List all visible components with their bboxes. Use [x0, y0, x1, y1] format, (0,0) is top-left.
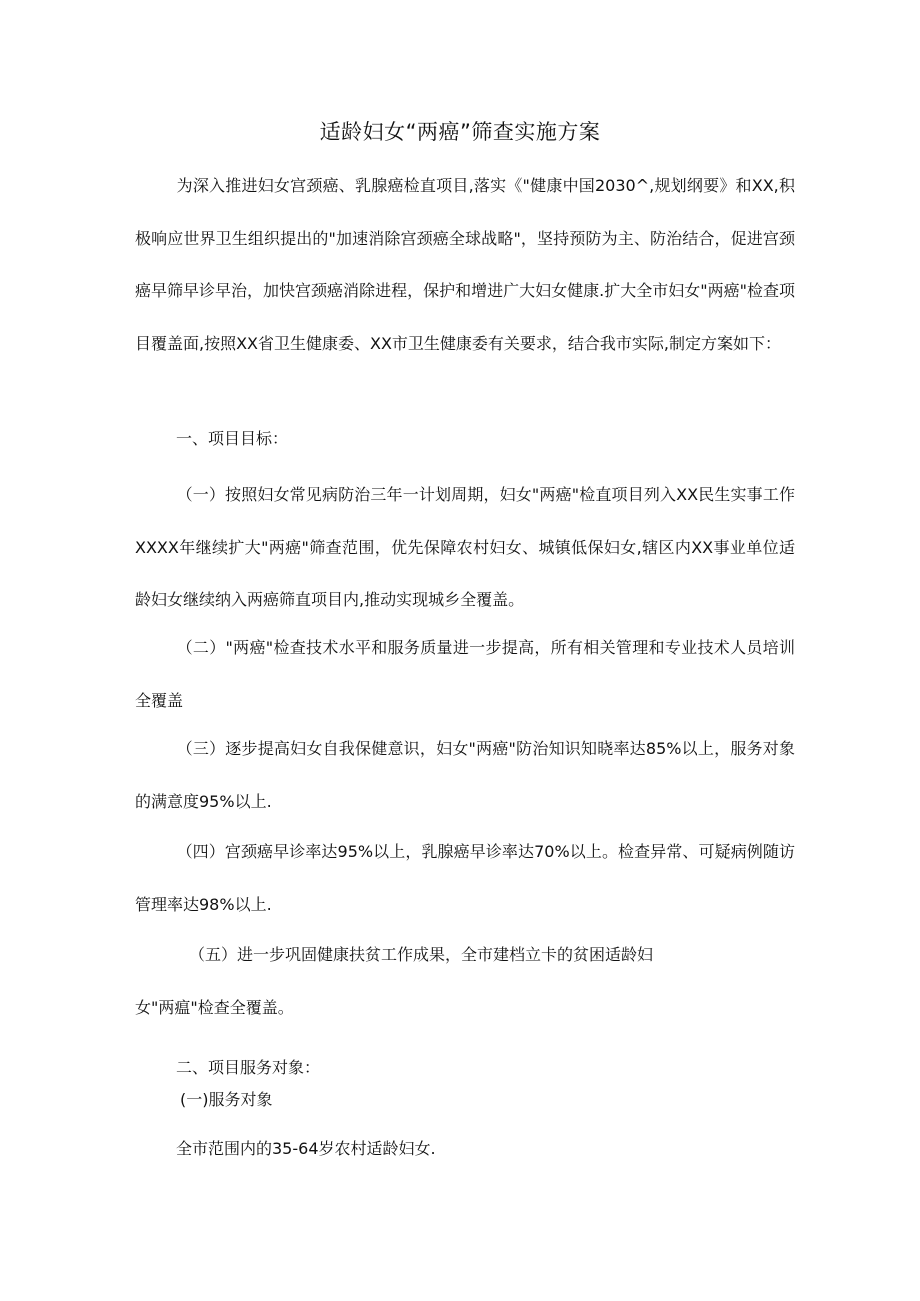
subsection-heading: (一)服务对象	[180, 1090, 273, 1109]
section-heading-goals: 一、项目目标：	[176, 429, 289, 448]
service-target-text: 全市范围内的35-64岁农村适龄妇女.	[176, 1139, 436, 1158]
goal-item-2: （二）"两癌"检查技术水平和服务质量进一步提高，所有相关管理和专业技术人员培训全覆盖	[135, 638, 795, 710]
goal-item-5-line-2: 女"两瘟"检查全覆盖。	[135, 998, 294, 1017]
section-heading-service-targets: 二、项目服务对象：	[176, 1058, 321, 1077]
goal-item-5-line-1: （五）进一步巩固健康扶贫工作成果，全市建档立卡的贫困适龄妇	[189, 945, 654, 964]
goal-item-3: （三）逐步提高妇女自我保健意识，妇女"两癌"防治知识知晓率达85%以上，服务对象的满意度95%以上.	[135, 739, 795, 811]
goal-item-1: （一）按照妇女常见病防治三年一计划周期，妇女"两癌"检直项目列入XX民生实事工作XXXX年继续扩大"两癌"筛查范围，优先保障农村妇女、城镇低保妇女,辖区内XX事业单位适龄妇女继续纳入两癌筛直项目内,推动实现城乡全覆盖。	[135, 485, 795, 609]
goal-item-4: （四）宫颈癌早诊率达95%以上，乳腺癌早诊率达70%以上。检查异常、可疑病例随访管理率达98%以上.	[135, 842, 795, 914]
intro-paragraph: 为深入推进妇女宫颈癌、乳腺癌检直项目,落实《"健康中国2030^,规划纲要》和XX,积极响应世界卫生组织提出的"加速消除宫颈癌全球战略"，坚持预防为主、防治结合，促进宫颈癌早筛早诊早治，加快宫颈癌消除进程，保护和增进广大妇女健康.扩大全市妇女"两癌"检查项目覆盖面,按照XX省卫生健康委、XX市卫生健康委有关要求，结合我市实际,制定方案如下：	[135, 176, 795, 353]
document-title: 适龄妇女“两癌”筛查实施方案	[319, 120, 601, 144]
